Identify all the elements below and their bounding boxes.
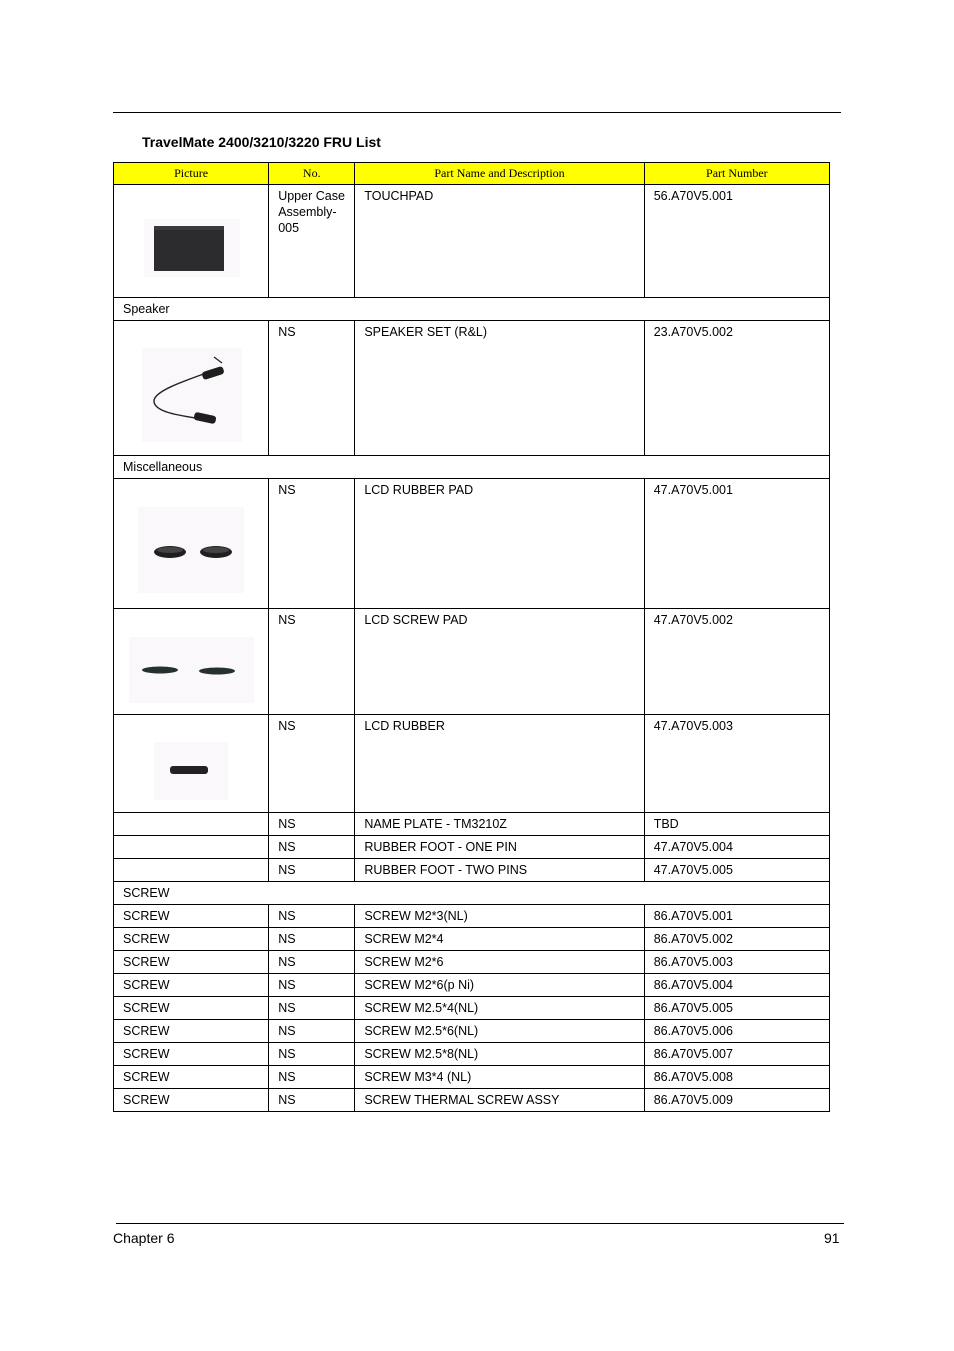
item-description: RUBBER FOOT - TWO PINS: [355, 859, 644, 882]
header-no: No.: [269, 163, 355, 185]
item-part-number: 86.A70V5.003: [644, 951, 829, 974]
table-row: [114, 1089, 830, 1112]
picture-cell: [114, 813, 269, 836]
item-part-number: 86.A70V5.007: [644, 1043, 829, 1066]
picture-cell: [114, 185, 269, 298]
page-number: 91: [824, 1230, 840, 1246]
chapter-label: Chapter 6: [113, 1230, 175, 1246]
item-description: SCREW M2.5*4(NL): [355, 997, 644, 1020]
item-part-number: 86.A70V5.002: [644, 928, 829, 951]
item-no: NS: [269, 1043, 355, 1066]
item-category: SCREW: [114, 1089, 269, 1112]
table-row: [114, 859, 830, 882]
item-part-number: 86.A70V5.006: [644, 1020, 829, 1043]
table-row: [114, 185, 830, 298]
picture-cell: [114, 715, 269, 813]
table-row: [114, 974, 830, 997]
item-description: LCD SCREW PAD: [355, 609, 644, 715]
item-part-number: 47.A70V5.004: [644, 836, 829, 859]
item-part-number: 86.A70V5.005: [644, 997, 829, 1020]
section-label: SCREW: [114, 882, 830, 905]
item-category: SCREW: [114, 997, 269, 1020]
item-no: NS: [269, 321, 355, 456]
item-part-number: 86.A70V5.001: [644, 905, 829, 928]
picture-cell: [114, 609, 269, 715]
item-part-number: 23.A70V5.002: [644, 321, 829, 456]
speaker-photo: [114, 321, 269, 455]
item-description: SCREW M2*4: [355, 928, 644, 951]
item-part-number: 47.A70V5.005: [644, 859, 829, 882]
item-no: NS: [269, 905, 355, 928]
item-no: Upper Case Assembly-005: [269, 185, 355, 298]
table-row: [114, 1066, 830, 1089]
footer-rule: [116, 1223, 844, 1224]
section-row: [114, 882, 830, 905]
item-description: LCD RUBBER: [355, 715, 644, 813]
header-rule: [113, 112, 841, 113]
picture-cell: [114, 479, 269, 609]
item-part-number: 86.A70V5.009: [644, 1089, 829, 1112]
picture-cell: [114, 859, 269, 882]
item-category: SCREW: [114, 1020, 269, 1043]
item-part-number: 47.A70V5.003: [644, 715, 829, 813]
item-description: SCREW M2*6: [355, 951, 644, 974]
item-part-number: 86.A70V5.004: [644, 974, 829, 997]
header-description: Part Name and Description: [355, 163, 644, 185]
fru-table: [113, 162, 830, 1112]
item-no: NS: [269, 951, 355, 974]
item-description: RUBBER FOOT - ONE PIN: [355, 836, 644, 859]
page-title: TravelMate 2400/3210/3220 FRU List: [142, 134, 381, 150]
item-no: NS: [269, 859, 355, 882]
table-row: [114, 951, 830, 974]
touchpad-photo: [114, 185, 269, 297]
item-no: NS: [269, 1066, 355, 1089]
table-row: [114, 1043, 830, 1066]
screw-pad-photo: [114, 609, 269, 714]
item-category: SCREW: [114, 1066, 269, 1089]
item-part-number: 56.A70V5.001: [644, 185, 829, 298]
section-row: [114, 298, 830, 321]
item-part-number: TBD: [644, 813, 829, 836]
item-part-number: 47.A70V5.001: [644, 479, 829, 609]
table-header-row: [114, 163, 830, 185]
header-part-number: Part Number: [644, 163, 829, 185]
item-category: SCREW: [114, 1043, 269, 1066]
item-description: NAME PLATE - TM3210Z: [355, 813, 644, 836]
item-category: SCREW: [114, 951, 269, 974]
table-row: [114, 928, 830, 951]
item-no: NS: [269, 609, 355, 715]
item-description: SCREW THERMAL SCREW ASSY: [355, 1089, 644, 1112]
item-description: SCREW M2*6(p Ni): [355, 974, 644, 997]
item-no: NS: [269, 997, 355, 1020]
item-description: SCREW M2.5*8(NL): [355, 1043, 644, 1066]
header-picture: Picture: [114, 163, 269, 185]
table-row: [114, 997, 830, 1020]
section-label: Miscellaneous: [114, 456, 830, 479]
item-no: NS: [269, 1089, 355, 1112]
item-no: NS: [269, 813, 355, 836]
lcd-rubber-photo: [114, 715, 269, 812]
rubber-pad-photo: [114, 479, 269, 608]
table-row: [114, 321, 830, 456]
section-label: Speaker: [114, 298, 830, 321]
item-category: SCREW: [114, 928, 269, 951]
table-row: [114, 479, 830, 609]
table-row: [114, 905, 830, 928]
item-description: SCREW M3*4 (NL): [355, 1066, 644, 1089]
item-no: NS: [269, 836, 355, 859]
item-no: NS: [269, 479, 355, 609]
item-description: SCREW M2.5*6(NL): [355, 1020, 644, 1043]
item-description: TOUCHPAD: [355, 185, 644, 298]
item-no: NS: [269, 715, 355, 813]
item-no: NS: [269, 1020, 355, 1043]
item-description: LCD RUBBER PAD: [355, 479, 644, 609]
picture-cell: [114, 321, 269, 456]
item-category: SCREW: [114, 905, 269, 928]
picture-cell: [114, 836, 269, 859]
table-row: [114, 813, 830, 836]
item-no: NS: [269, 928, 355, 951]
item-description: SPEAKER SET (R&L): [355, 321, 644, 456]
section-row: [114, 456, 830, 479]
item-part-number: 47.A70V5.002: [644, 609, 829, 715]
item-description: SCREW M2*3(NL): [355, 905, 644, 928]
item-category: SCREW: [114, 974, 269, 997]
item-no: NS: [269, 974, 355, 997]
table-row: [114, 609, 830, 715]
table-row: [114, 836, 830, 859]
item-part-number: 86.A70V5.008: [644, 1066, 829, 1089]
table-row: [114, 715, 830, 813]
table-row: [114, 1020, 830, 1043]
